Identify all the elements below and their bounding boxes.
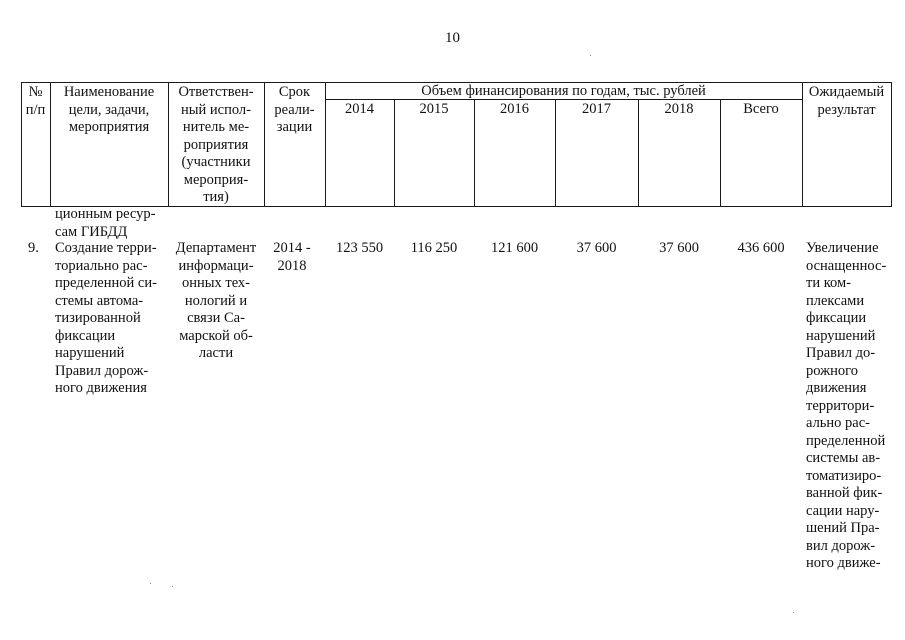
header-year: 2018 bbox=[664, 101, 694, 117]
header-result: Ожидаемый результат bbox=[808, 84, 885, 118]
header-year: 2014 bbox=[345, 101, 374, 117]
row-executor: Департамент информаци- онных тех- нологий и связи Са- марской об- ласти bbox=[175, 240, 257, 361]
header-executor: Ответствен- ный испол- нитель ме- роприятия (участники мероприя- тия) bbox=[178, 84, 254, 205]
col-border-right bbox=[891, 82, 892, 207]
header-year: 2017 bbox=[582, 101, 611, 117]
scan-speck bbox=[793, 612, 794, 613]
page-number: 10 bbox=[445, 30, 460, 46]
row-result: Увеличение оснащеннос- ти ком- плексами фиксации нарушений Правил до- рожного движения территори- ально рас- пределенной системы ав- томатизиро- ванной фик- сации нару- шений Пра- вил дорож- ного движе- bbox=[806, 240, 887, 571]
row-value-total: 436 600 bbox=[737, 240, 785, 256]
scan-speck bbox=[590, 55, 591, 56]
header-term: Срок реали- зации bbox=[274, 84, 315, 135]
scan-speck bbox=[172, 586, 173, 587]
row-value-2014: 123 550 bbox=[335, 240, 384, 256]
header-funding: Объем финансирования по годам, тыс. рублей bbox=[421, 83, 706, 99]
scan-speck bbox=[150, 583, 151, 584]
row-value-2018: 37 600 bbox=[659, 240, 699, 256]
row-term: 2014 - 2018 bbox=[273, 240, 311, 274]
header-year: 2015 bbox=[419, 101, 449, 117]
continuation-text: ционным ресур- сам ГИБДД bbox=[55, 206, 156, 240]
row-value-2015: 116 250 bbox=[410, 240, 458, 256]
header-name: Наименование цели, задачи, мероприятия bbox=[63, 84, 155, 135]
header-total: Всего bbox=[743, 101, 779, 117]
row-value-2017: 37 600 bbox=[576, 240, 617, 256]
header-year: 2016 bbox=[500, 101, 529, 117]
row-value-2016: 121 600 bbox=[490, 240, 539, 256]
row-num: 9. bbox=[28, 240, 39, 256]
header-num: № п/п bbox=[25, 84, 46, 118]
row-name: Создание терри- ториально рас- пределенной си- стемы автома- тизированной фиксации нарушений Правил дорож- ного движения bbox=[55, 240, 157, 396]
